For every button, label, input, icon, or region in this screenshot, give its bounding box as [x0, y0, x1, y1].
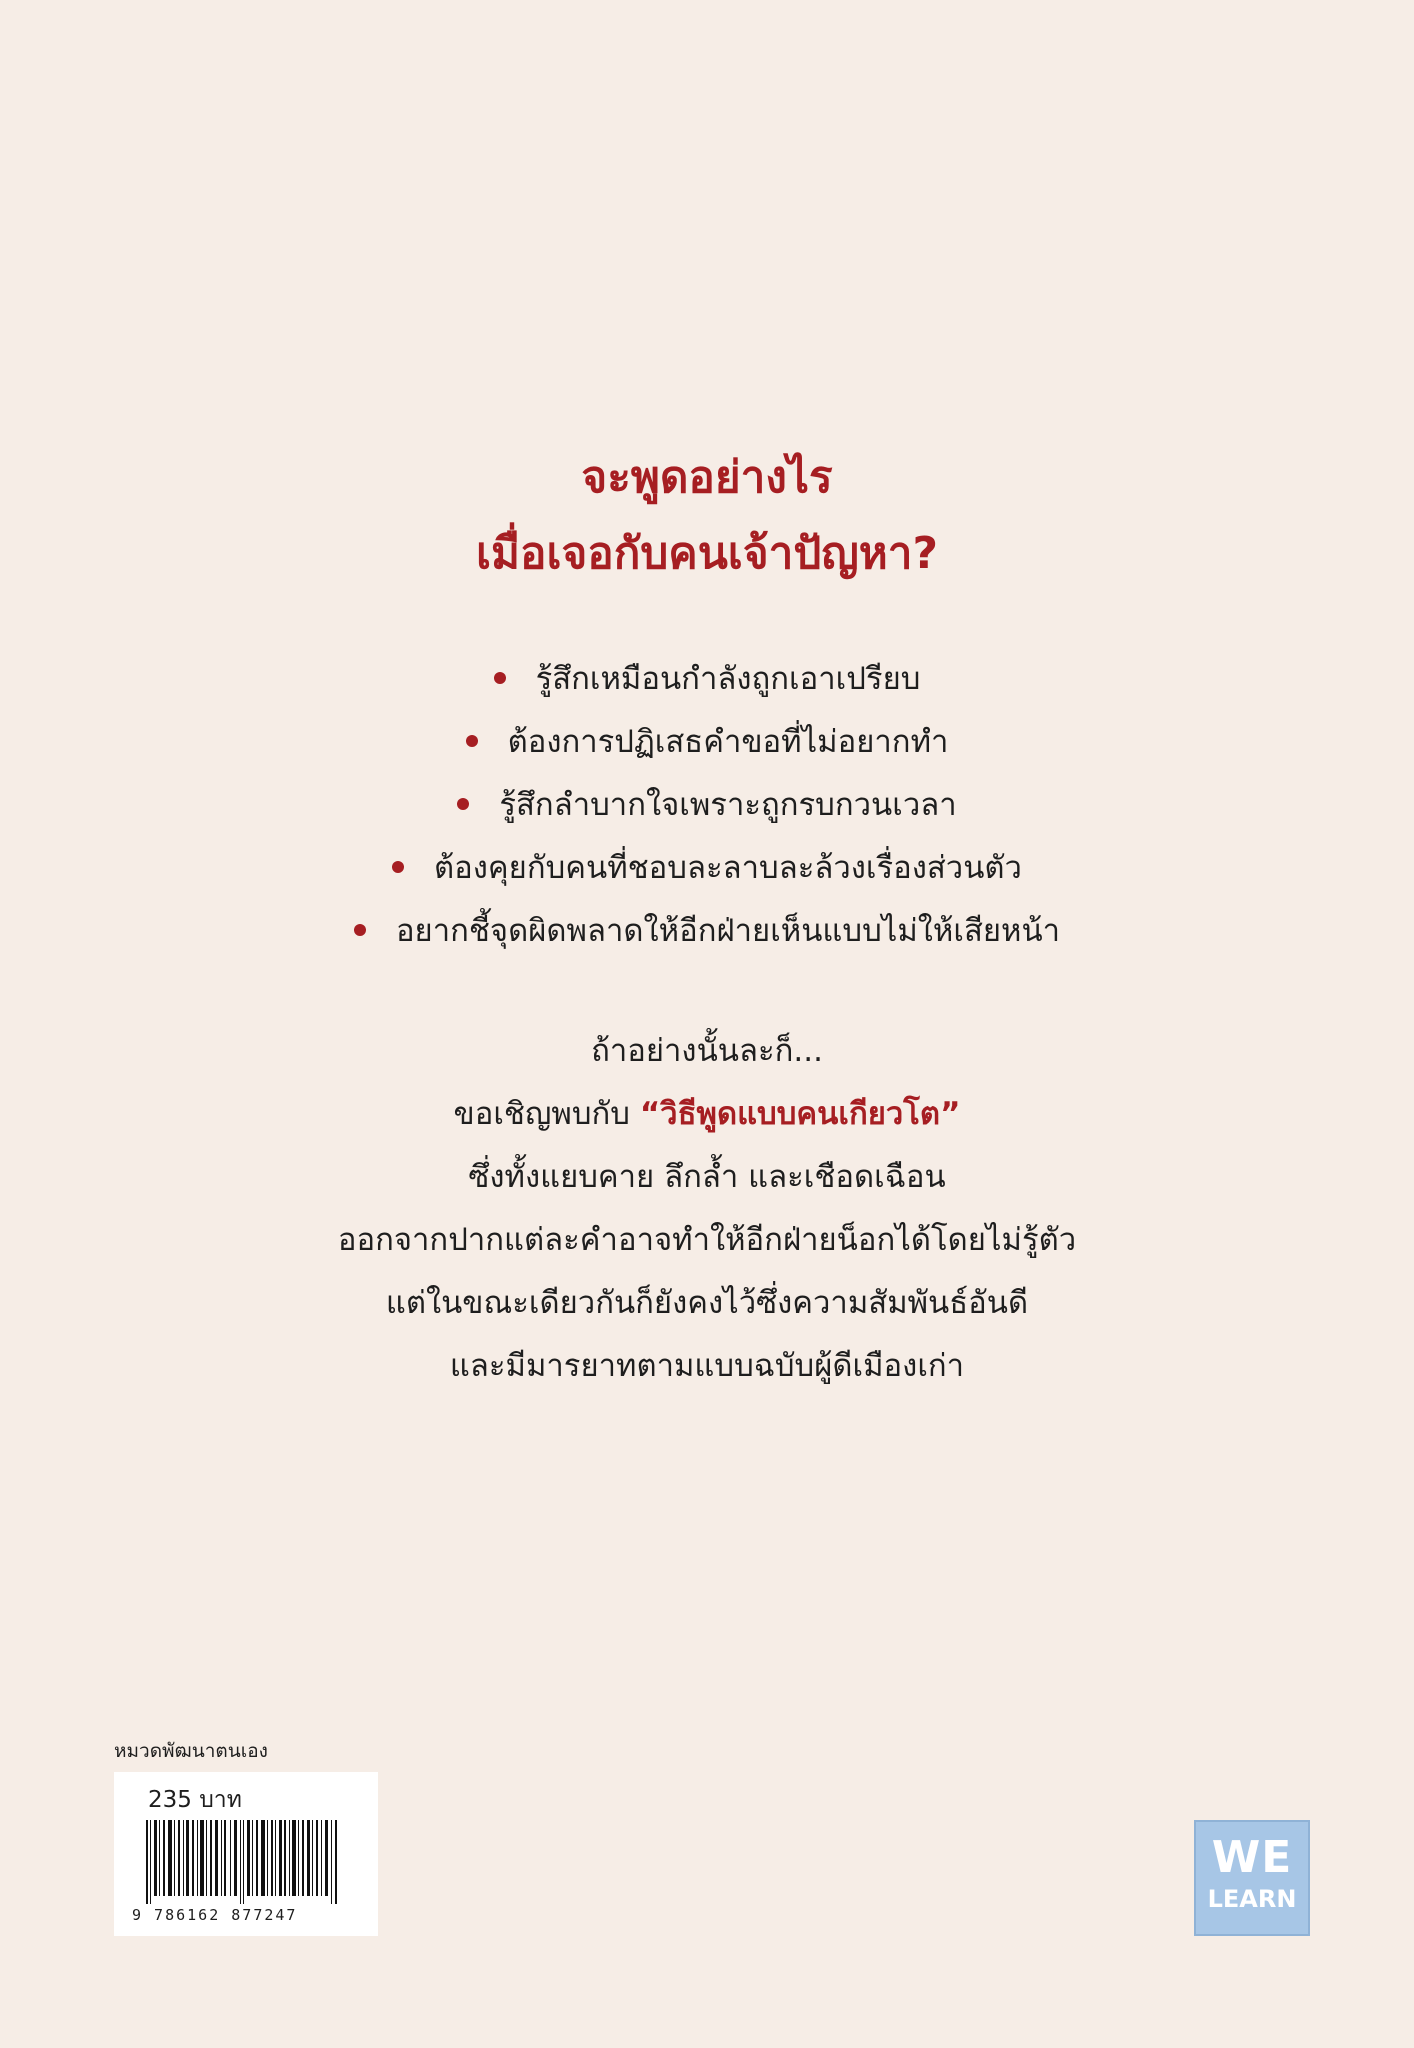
book-title-highlight: “วิธีพูดแบบคนเกียวโต”	[639, 1096, 961, 1132]
bullet-text: อยากชี้จุดผิดพลาดให้อีกฝ่ายเห็นแบบไม่ให้เสียหน้า	[395, 913, 1061, 949]
para-line-3: ซึ่งทั้งแยบคาย ลึกล้ำ และเชือดเฉือน	[468, 1159, 946, 1195]
bullet-item	[0, 900, 1414, 963]
bullet-text: ต้องคุยกับคนที่ชอบละลาบละล้วงเรื่องส่วนตัว	[434, 850, 1022, 886]
logo-line-1: WE	[1211, 1832, 1293, 1883]
para-line-2	[0, 1083, 1414, 1146]
bullet-text: รู้สึกลำบากใจเพราะถูกรบกวนเวลา	[499, 787, 957, 823]
price-barcode-box	[114, 1772, 378, 1936]
para-line-1: ถ้าอย่างนั้นละก็...	[591, 1033, 823, 1069]
bullet-dot-icon	[494, 672, 506, 684]
headline-line-2: เมื่อเจอกับคนเจ้าปัญหา?	[476, 528, 938, 579]
bullet-item	[0, 648, 1414, 711]
description-paragraph	[0, 1020, 1414, 1398]
para-line-2-prefix: ขอเชิญพบกับ	[453, 1096, 640, 1132]
bullet-list	[0, 648, 1414, 963]
price-label: 235 บาท	[148, 1787, 242, 1813]
category-label: หมวดพัฒนาตนเอง	[114, 1740, 268, 1762]
bullet-dot-icon	[457, 798, 469, 810]
bullet-dot-icon	[392, 861, 404, 873]
headline-line-1: จะพูดอย่างไร	[581, 452, 833, 503]
logo-line-2: LEARN	[1207, 1885, 1297, 1913]
para-line-5: แต่ในขณะเดียวกันก็ยังคงไว้ซึ่งความสัมพันธ์อันดี	[385, 1285, 1029, 1321]
publisher-logo	[1194, 1820, 1310, 1936]
bullet-item	[0, 774, 1414, 837]
para-line-4: ออกจากปากแต่ละคำอาจทำให้อีกฝ่ายน็อกได้โดยไม่รู้ตัว	[337, 1222, 1077, 1258]
bullet-text: ต้องการปฏิเสธคำขอที่ไม่อยากทำ	[507, 724, 949, 760]
bullet-item	[0, 711, 1414, 774]
barcode-icon	[144, 1820, 344, 1904]
headline	[0, 440, 1414, 592]
bullet-text: รู้สึกเหมือนกำลังถูกเอาเปรียบ	[535, 661, 921, 697]
bullet-dot-icon	[466, 735, 478, 747]
bullet-item	[0, 837, 1414, 900]
para-line-6: และมีมารยาทตามแบบฉบับผู้ดีเมืองเก่า	[449, 1348, 965, 1384]
isbn-number: 9 786162 877247	[132, 1906, 298, 1924]
bullet-dot-icon	[354, 924, 366, 936]
